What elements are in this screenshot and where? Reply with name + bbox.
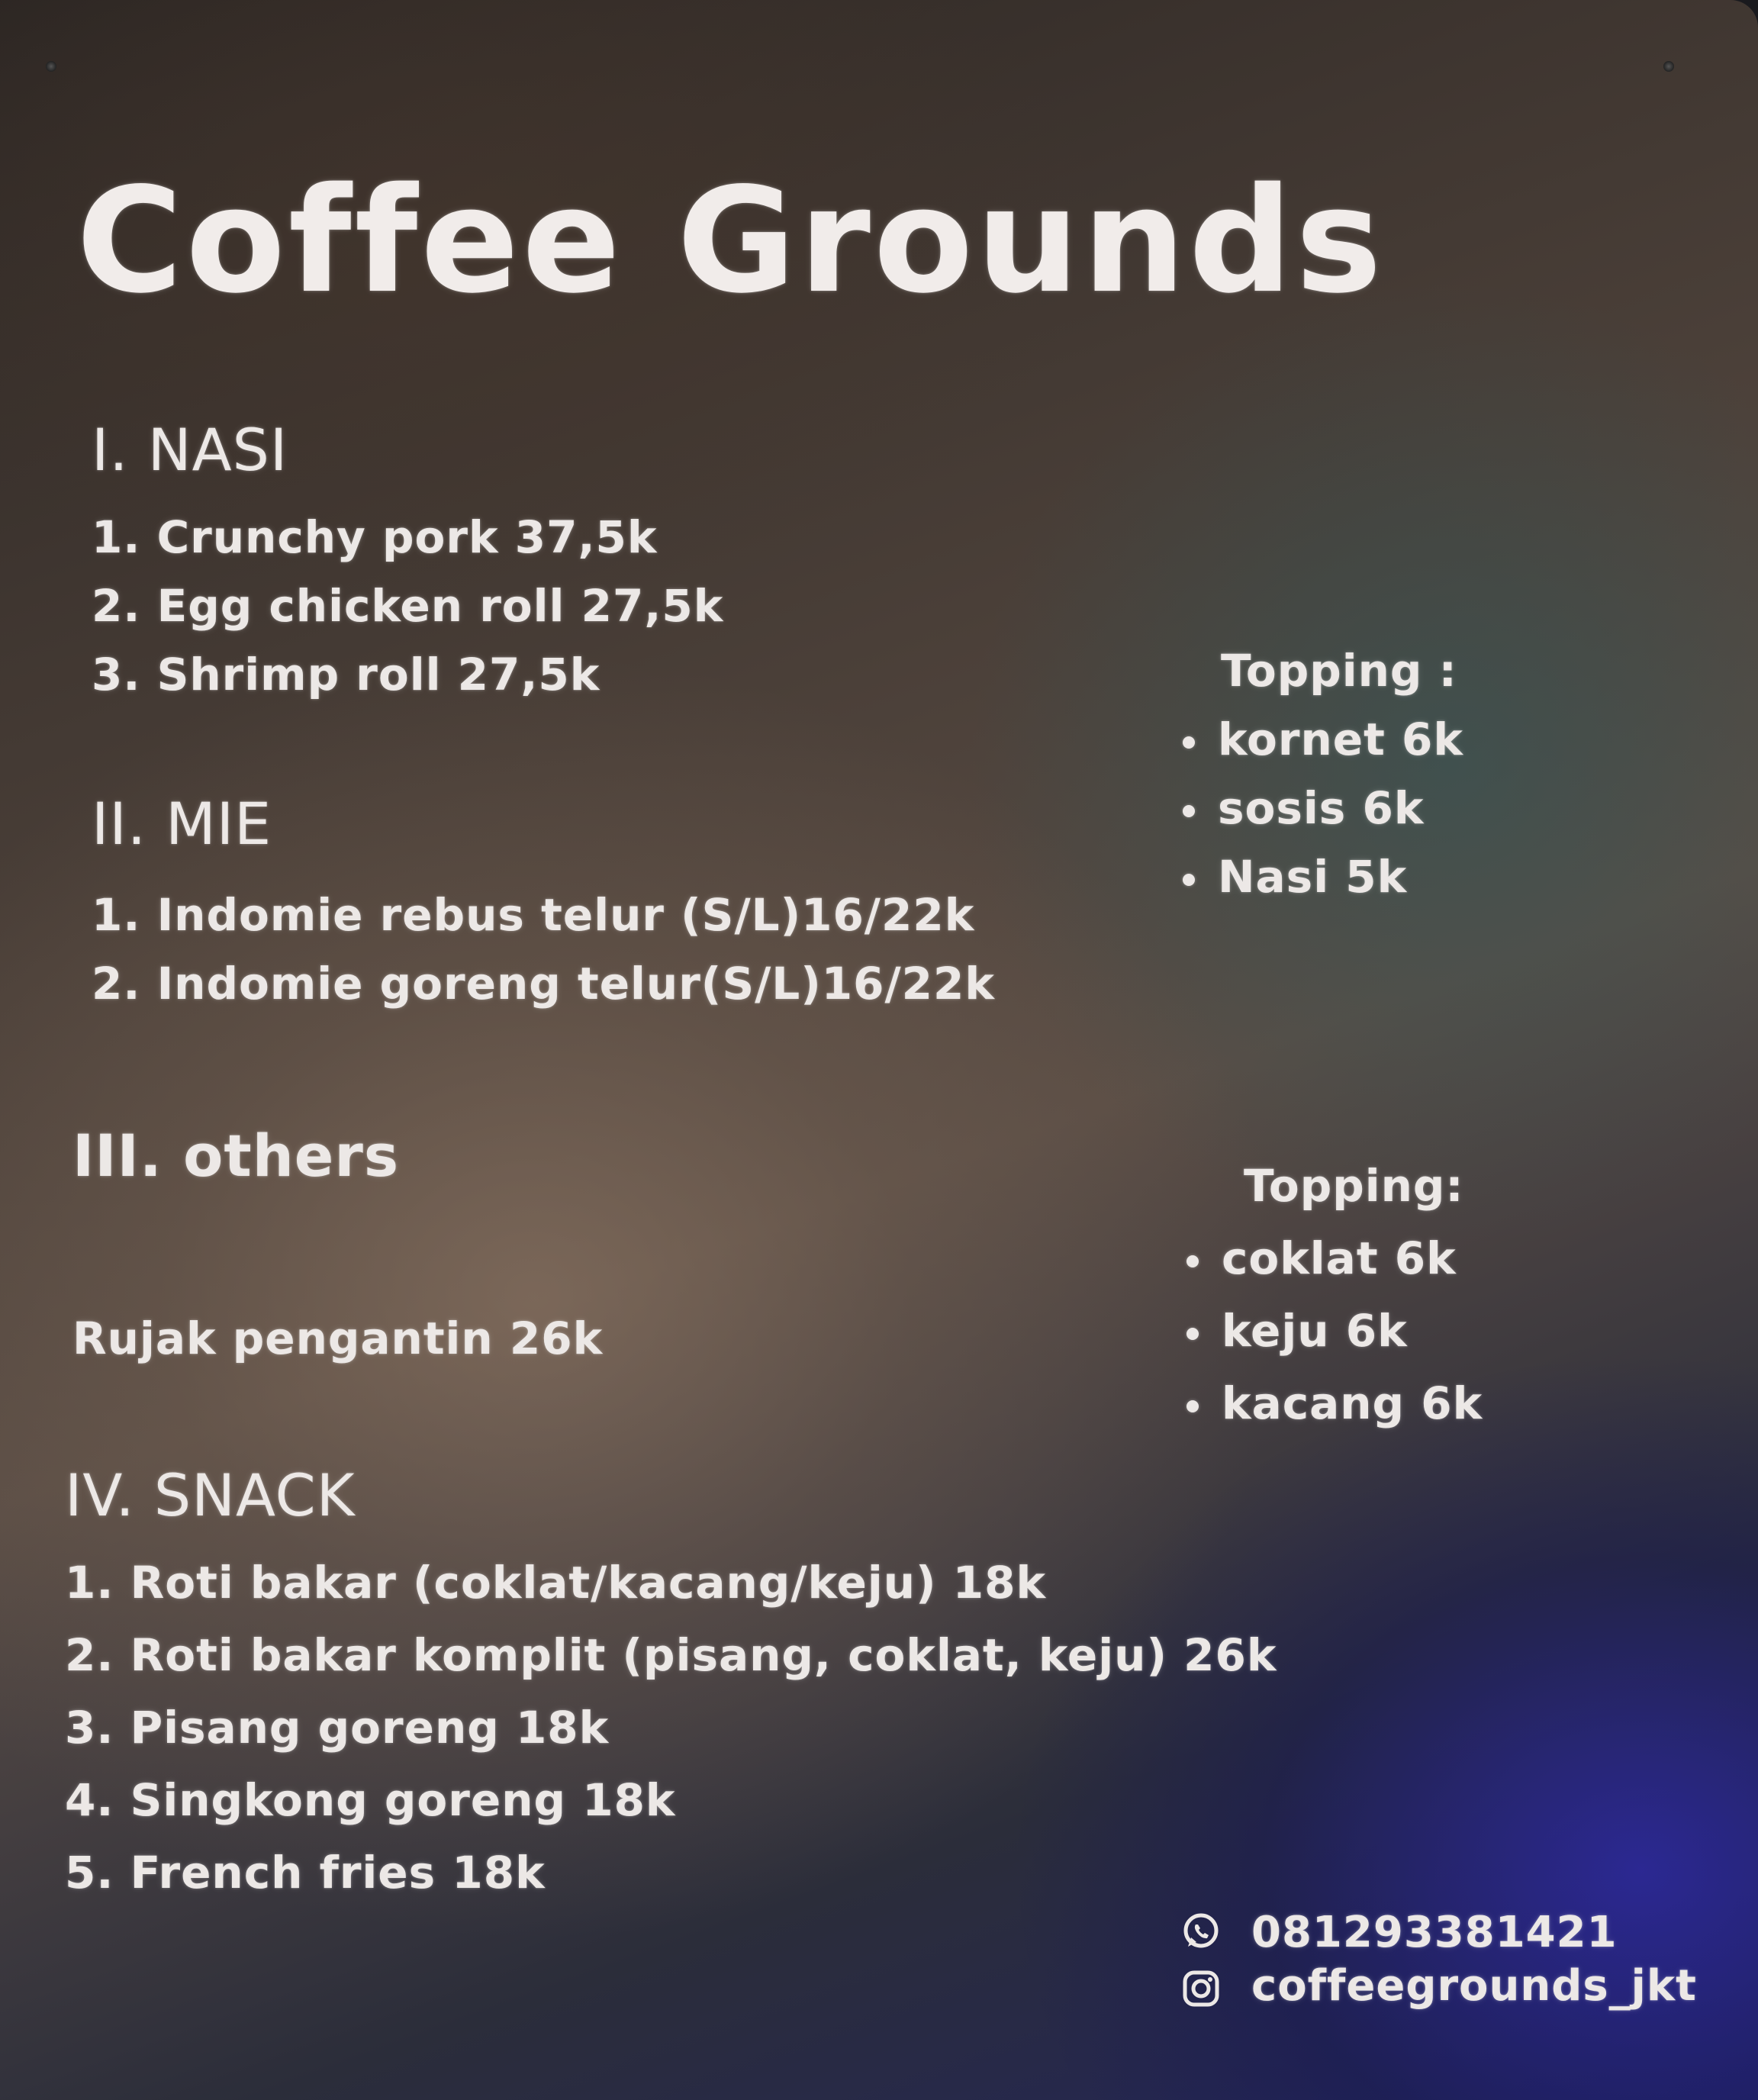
menu-item: 2. Roti bakar komplit (pisang, coklat, keju) 26k [65,1629,1277,1681]
bullet-icon [1183,805,1195,817]
topping-item: keju 6k [1186,1305,1408,1357]
menu-item: 3. Shrimp roll 27,5k [92,649,600,701]
menu-item: 4. Singkong goreng 18k [65,1774,676,1826]
bullet-icon [1183,874,1195,886]
screw [1663,61,1674,72]
menu-item: Rujak pengantin 26k [72,1312,604,1364]
topping-item: Nasi 5k [1183,851,1407,903]
topping-item: coklat 6k [1186,1232,1457,1284]
section-heading-nasi: I. NASI [92,416,288,484]
topping-item: sosis 6k [1183,782,1424,834]
bullet-icon [1186,1328,1199,1340]
topping-item: kornet 6k [1183,713,1463,765]
instagram-handle: coffeegrounds_jkt [1251,1961,1697,2011]
bullet-icon [1186,1400,1199,1412]
menu-item: 3. Pisang goreng 18k [65,1702,610,1754]
section-heading-mie: II. MIE [92,790,272,858]
screw [46,61,56,72]
topping-heading: Topping : [1221,645,1457,697]
topping-heading: Topping: [1244,1160,1464,1212]
bullet-icon [1186,1255,1199,1267]
menu-item: 2. Indomie goreng telur(S/L)16/22k [92,958,995,1010]
bullet-icon [1183,736,1195,749]
menu-item: 1. Crunchy pork 37,5k [92,511,658,563]
instagram-icon [1181,1969,1221,2008]
menu-item: 2. Egg chicken roll 27,5k [92,580,724,632]
menu-item: 1. Roti bakar (coklat/kacang/keju) 18k [65,1557,1047,1609]
whatsapp-icon [1181,1912,1221,1951]
topping-item: kacang 6k [1186,1377,1483,1429]
section-heading-snack: IV. SNACK [65,1461,356,1529]
menu-item: 5. French fries 18k [65,1847,546,1899]
section-heading-others: III. others [72,1122,400,1190]
phone-number: 081293381421 [1251,1908,1618,1957]
menu-title: Coffee Grounds [76,156,1385,325]
menu-item: 1. Indomie rebus telur (S/L)16/22k [92,889,975,941]
